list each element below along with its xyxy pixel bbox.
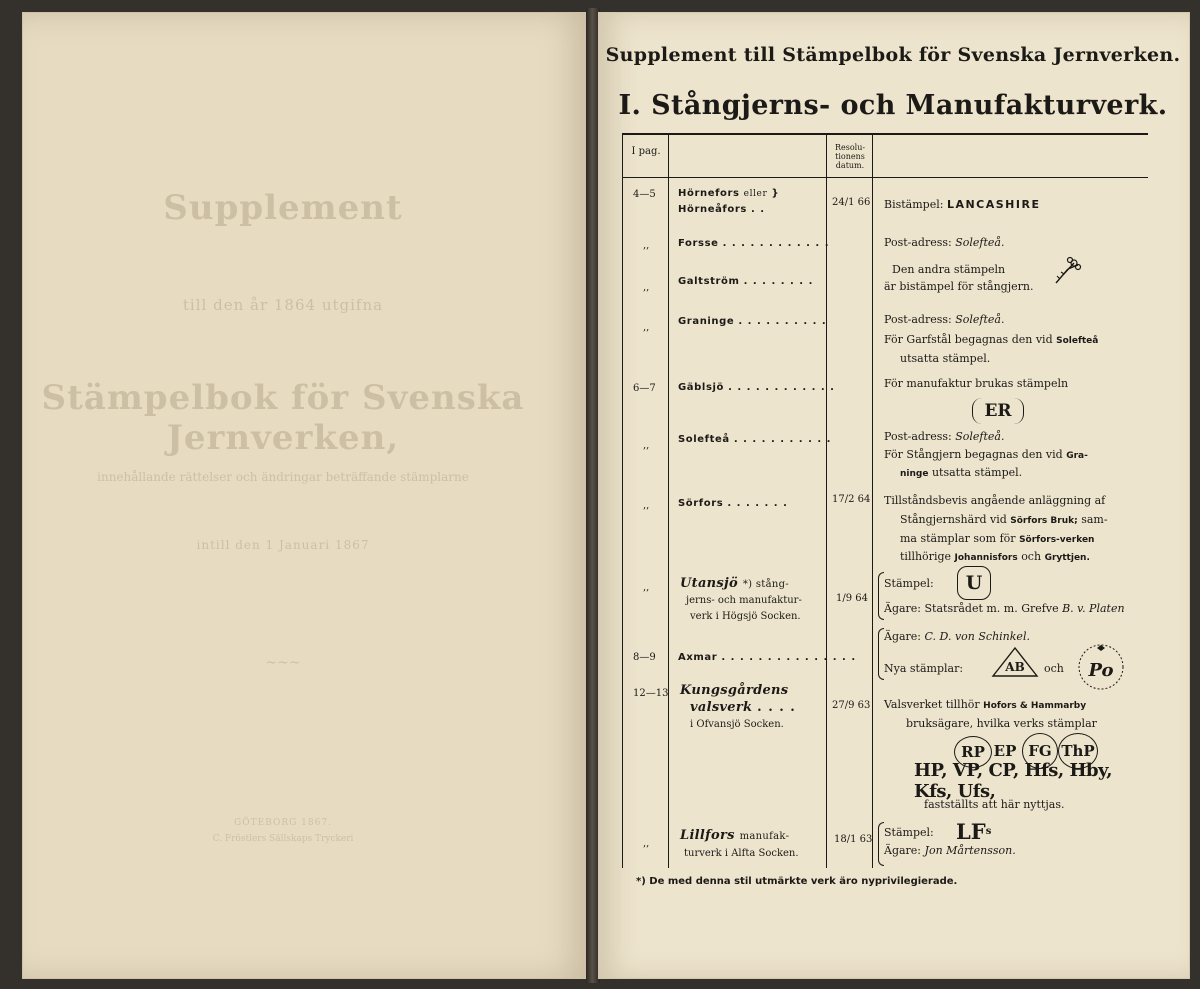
column-header-pag: I pag. bbox=[631, 146, 661, 157]
entry-remark-extra: ninge utsatta stämpel. bbox=[900, 466, 1023, 479]
entry-date: 24/1 66 bbox=[832, 197, 871, 208]
entry-name: Gäblsjö . . . . . . . . . . . . bbox=[678, 382, 835, 393]
left-imprint-printer: C. Fröstlers Sällskaps Tryckeri bbox=[212, 834, 354, 844]
entry-pag: 4—5 bbox=[633, 189, 656, 200]
left-main-title: Stämpelbok för Svenska Jernverken, bbox=[41, 378, 525, 458]
entry-line: Nya stämplar: bbox=[884, 662, 964, 675]
entry-name-line2: valsverk . . . . bbox=[690, 700, 796, 715]
stamp-thp: ThP bbox=[1058, 733, 1098, 769]
left-title: Supplement bbox=[163, 188, 403, 228]
left-date-line: intill den 1 Januari 1867 bbox=[196, 538, 370, 552]
left-imprint-city: GÖTEBORG 1867. bbox=[234, 818, 332, 828]
entry-line: tillhörige Johannisfors och Gryttjen. bbox=[900, 550, 1090, 563]
entry-remark: För manufaktur brukas stämpeln bbox=[884, 377, 1069, 390]
entry-sub: jerns- och manufaktur- bbox=[686, 595, 802, 606]
entry-pag: ,, bbox=[643, 322, 650, 333]
stamp-rp: RP bbox=[954, 736, 992, 768]
entry-pag: ,, bbox=[643, 838, 650, 849]
stamps-row: HP, VP, CP, Hfs, Hby, Kfs, Ufs, bbox=[914, 760, 1113, 802]
entry-sub: verk i Högsjö Socken. bbox=[690, 611, 801, 622]
entry-remark: Post-adress: Solefteå. bbox=[884, 313, 1005, 326]
stamp-er: ER bbox=[972, 398, 1024, 424]
table-left-border bbox=[622, 133, 623, 868]
entry-line: Valsverket tillhör Hofors & Hammarby bbox=[884, 698, 1087, 711]
entry-pag: ,, bbox=[643, 440, 650, 451]
entry-line: bruksägare, hvilka verks stämplar bbox=[906, 717, 1097, 730]
entry-name: Graninge . . . . . . . . . . bbox=[678, 316, 827, 327]
entry-pag: ,, bbox=[643, 500, 650, 511]
entry-line: Tillståndsbevis angående anläggning af bbox=[884, 494, 1106, 507]
entry-remark-extra: utsatta stämpel. bbox=[900, 352, 991, 365]
entry-remark: Den andra stämpeln bbox=[892, 263, 1006, 276]
entry-remark: Post-adress: Solefteå. bbox=[884, 430, 1005, 443]
entry-line: fastställts att här nyttjas. bbox=[924, 798, 1065, 811]
entry-line: ma stämplar som för Sörfors-verken bbox=[900, 532, 1095, 545]
entry-line: Stämpel: bbox=[884, 826, 934, 839]
left-description: innehållande rättelser och ändringar beträffande stämplarne bbox=[97, 470, 469, 484]
entry-remark-extra: För Garfstål begagnas den vid Solefteå bbox=[884, 333, 1099, 346]
entry-name: Galtström . . . . . . . . bbox=[678, 276, 814, 287]
left-ornament: ~~~ bbox=[265, 655, 301, 671]
entry-remark: Post-adress: Solefteå. bbox=[884, 236, 1005, 249]
entry-pag: ,, bbox=[643, 282, 650, 293]
column-header-date: Resolu-tionens datum. bbox=[834, 143, 866, 170]
entry-date: 27/9 63 bbox=[832, 700, 871, 711]
branch-stamp-icon bbox=[1052, 255, 1082, 287]
entry-remark: är bistämpel för stångjern. bbox=[884, 280, 1034, 293]
entry-line: Ägare: Statsrådet m. m. Grefve B. v. Platen bbox=[884, 602, 1125, 615]
entry-pag: 8—9 bbox=[633, 652, 656, 663]
stamp-ab-text: AB bbox=[1005, 660, 1025, 674]
entry-pag: 12—13 bbox=[633, 688, 669, 699]
entry-name: Sörfors . . . . . . . bbox=[678, 498, 788, 509]
entry-pag: 6—7 bbox=[633, 383, 656, 394]
entry-line: Ägare: Jon Mårtensson. bbox=[884, 844, 1016, 857]
entry-name: Kungsgårdens bbox=[680, 683, 789, 698]
supplement-heading: Supplement till Stämpelbok för Svenska Jernverken. bbox=[605, 44, 1181, 66]
footnote: *) De med denna stil utmärkte verk äro nyprivilegierade. bbox=[636, 876, 958, 887]
entry-name: Axmar . . . . . . . . . . . . . . . bbox=[678, 652, 857, 663]
entry-name: Forsse . . . . . . . . . . . . bbox=[678, 238, 830, 249]
entry-remark: Bistämpel: LANCASHIRE bbox=[884, 198, 1041, 211]
stamp-fg: FG bbox=[1022, 733, 1058, 769]
entry-line: Ägare: C. D. von Schinkel. bbox=[884, 630, 1030, 643]
column-divider-pag bbox=[668, 133, 669, 868]
column-divider-date bbox=[872, 133, 873, 868]
entry-sub: turverk i Alfta Socken. bbox=[684, 848, 799, 859]
section-heading: I. Stångjerns- och Manufakturverk. bbox=[618, 90, 1168, 121]
entry-name: Solefteå . . . . . . . . . . . bbox=[678, 434, 832, 445]
entry-remark-extra: För Stångjern begagnas den vid Gra- bbox=[884, 448, 1088, 461]
entry-pag: ,, bbox=[643, 582, 650, 593]
stamp-po-text: Po bbox=[1088, 659, 1114, 681]
entry-name-alt: Hörneåfors . . bbox=[678, 204, 766, 215]
entry-line: Stångjernshärd vid Sörfors Bruk; sam- bbox=[900, 513, 1108, 526]
entry-sub: i Ofvansjö Socken. bbox=[690, 719, 784, 730]
entry-name: Utansjö *) stång- bbox=[680, 576, 789, 591]
entry-name: Hörnefors eller } bbox=[678, 188, 780, 199]
entry-date: 18/1 63 bbox=[834, 834, 873, 845]
entry-date: 1/9 64 bbox=[836, 593, 868, 604]
left-subtitle: till den år 1864 utgifna bbox=[182, 296, 384, 314]
entry-date: 17/2 64 bbox=[832, 494, 871, 505]
entry-pag: ,, bbox=[643, 240, 650, 251]
table-top-rule bbox=[622, 133, 1148, 135]
stamp-ep: EP bbox=[993, 742, 1017, 760]
entry-line: Stämpel: bbox=[884, 577, 934, 590]
stamp-lf: LF s bbox=[956, 818, 992, 844]
entry-name: Lillfors manufak- bbox=[680, 828, 790, 843]
entry-line-mid: och bbox=[1044, 662, 1064, 675]
table-header-rule bbox=[622, 177, 1148, 178]
stamp-u: U bbox=[957, 566, 991, 600]
